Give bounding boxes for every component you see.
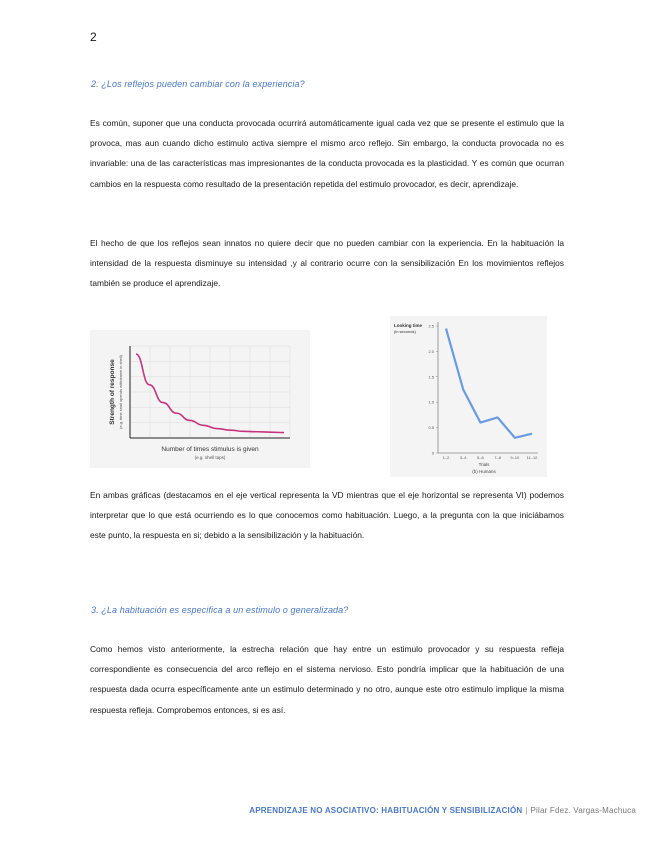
chart2-x-tick-label: 11–12 xyxy=(526,455,538,460)
chart2-x-tick-label: 7–8 xyxy=(494,455,501,460)
chart2-y-tick-label: 1.0 xyxy=(428,399,434,405)
chart1-ylabel: Strength of response xyxy=(109,359,116,425)
chart2-series-line xyxy=(446,329,532,438)
chart1-ylabel-sub: (e.g. time snail spends withdrawn in shell) xyxy=(118,354,123,430)
chart2-x-tick-label: 5–6 xyxy=(477,455,484,460)
section-heading-reflejos: 2. ¿Los reflejos pueden cambiar con la experiencia? xyxy=(91,79,305,89)
chart2-x-tick-label: 3–4 xyxy=(459,455,467,460)
chart2-y-tick-label: 2.0 xyxy=(428,348,434,354)
chart2-title: Looking time xyxy=(394,323,422,328)
footer-author: Pilar Fdez. Vargas-Machuca xyxy=(530,806,636,815)
chart2-y-ticks xyxy=(428,324,438,456)
chart1-grid xyxy=(130,346,290,438)
chart2-title-sub: (in seconds) xyxy=(394,329,416,334)
looking-time-chart xyxy=(390,316,547,477)
chart1-xlabel: Number of times stimulus is given xyxy=(161,446,259,453)
paragraph-arco-reflejo: Como hemos visto anteriormente, la estrecha relación que hay entre un estimulo provocador y su respuesta refleja correspondiente es consecuencia del arco reflejo en el sistema nervioso. Esto pondría implicar que la habituación de una respuesta dada ocurra específicamente ante un estimulo determinado y no otro, aunque este otro estimulo implique la misma respuesta refleja. Comprobemos entonces, si es así. xyxy=(90,644,564,715)
habituation-chart-svg xyxy=(90,330,310,468)
chart2-x-tick-label: 1–2 xyxy=(442,455,450,460)
chart2-y-tick-label: 1.5 xyxy=(428,374,434,380)
chart2-caption: (b) Humans xyxy=(472,469,496,474)
chart2-x-tick-label: 9–10 xyxy=(510,455,520,460)
footer-title: APRENDIZAJE NO ASOCIATIVO: HABITUACIÓN Y SENSIBILIZACIÓN xyxy=(249,806,523,815)
paragraph-innatos: El hecho de que los reflejos sean innatos no quiere decir que no pueden cambiar con la experiencia. En la habituación la intensidad de la respuesta disminuye su intensidad ,y al contrario ocurre con la sensibilización En los movimientos reflejos también se produce el aprendizaje. xyxy=(90,238,564,289)
page-footer xyxy=(0,806,636,815)
chart2-y-tick-label: 2.5 xyxy=(428,323,434,329)
paragraph-plasticidad: Es común, suponer que una conducta provocada ocurrirá automáticamente igual cada vez que se presente el estimulo que la provoca, mas aun cuando dicho estimulo activa siempre el mismo arco reflejo. Sin embargo, la conducta provocada no es invariable: una de las características mas impresionantes de la conducta provocada es la plasticidad. Y es común que ocurran cambios en la respuesta como resultado de la presentación repetida del estimulo provocador, es decir, aprendizaje. xyxy=(90,118,564,189)
page-number: 2 xyxy=(90,30,97,44)
chart2-y-tick-label: 0.5 xyxy=(428,425,434,431)
footer-separator: | xyxy=(525,806,528,815)
paragraph-graficas: En ambas gráficas (destacamos en el eje vertical representa la VD mientras que el eje horizontal se representa VI) podemos interpretar que lo que está ocurriendo es lo que conocemos como habituación. Luego, a la pregunta con la que iniciábamos este punto, la respuesta en si; debido a la sensibilización y la habituación. xyxy=(90,490,564,541)
looking-time-chart-svg xyxy=(390,316,547,477)
chart2-y-tick-label: 0 xyxy=(431,450,434,456)
chart2-x-ticks xyxy=(443,455,539,460)
habituation-chart xyxy=(90,330,310,468)
chart2-xlabel: Trials xyxy=(478,462,490,467)
section-heading-habituacion: 3. ¿La habituación es especifica a un estimulo o generalizada? xyxy=(91,605,349,615)
chart1-xlabel-sub: (e.g. shell taps) xyxy=(194,455,226,460)
